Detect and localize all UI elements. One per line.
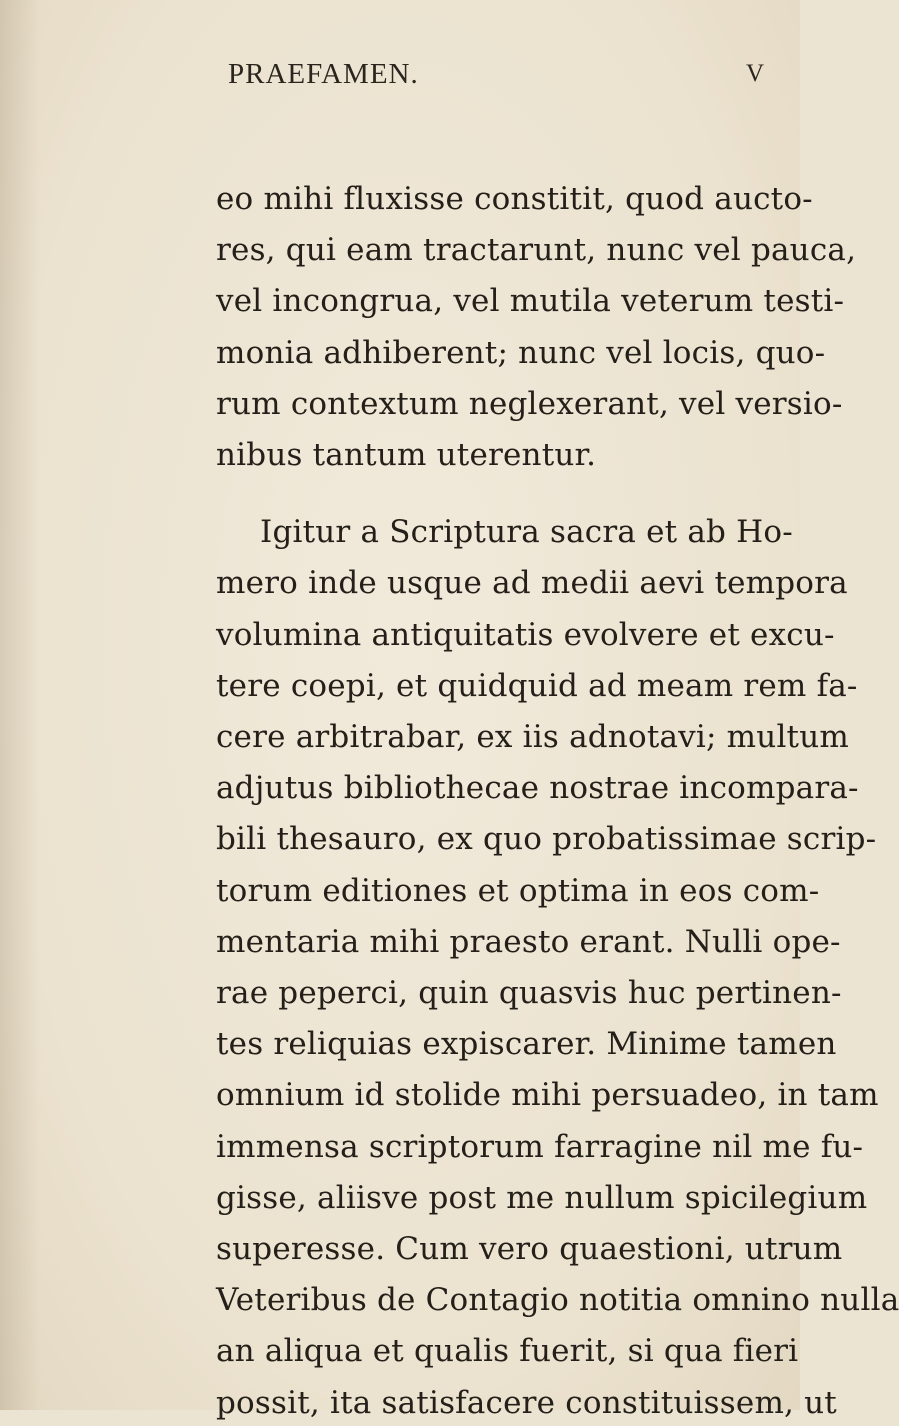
running-head: PRAEFAMEN. [228,58,419,90]
text-line: rum contextum neglexerant, vel versio- [216,386,843,422]
text-line: omnium id stolide mihi persuadeo, in tam [216,1077,879,1113]
text-line: volumina antiquitatis evolvere et excu- [216,617,835,653]
text-line: eo mihi fluxisse constitit, quod aucto- [216,181,813,217]
text-line: monia adhiberent; nunc vel locis, quo- [216,335,826,371]
text-line: superesse. Cum vero quaestioni, utrum [216,1231,843,1267]
text-line: mero inde usque ad medii aevi tempora [216,565,848,601]
text-line: vel incongrua, vel mutila veterum testi- [216,283,845,319]
page-number: V [746,60,765,87]
page-header [0,58,800,98]
text-line: nibus tantum uterentur. [216,437,597,473]
text-line: tere coepi, et quidquid ad meam rem fa- [216,668,858,704]
text-line: mentaria mihi praesto erant. Nulli ope- [216,924,841,960]
text-line: rae peperci, quin quasvis huc pertinen- [216,975,842,1011]
text-line: adjutus bibliothecae nostrae incompara- [216,770,859,806]
gutter-shadow [0,0,40,1410]
text-line: Veteribus de Contagio notitia omnino nulla [216,1282,899,1318]
text-line: res, qui eam tractarunt, nunc vel pauca, [216,232,857,268]
text-line: possit, ita satisfacere constituissem, ut [216,1385,837,1421]
text-line: cere arbitrabar, ex iis adnotavi; multum [216,719,849,755]
text-line: gisse, aliisve post me nullum spicilegium [216,1180,868,1216]
text-line: bili thesauro, ex quo probatissimae scrip- [216,821,877,857]
text-line: an aliqua et qualis fuerit, si qua fieri [216,1333,799,1369]
text-line: immensa scriptorum farragine nil me fu- [216,1129,864,1165]
text-line: Igitur a Scriptura sacra et ab Ho- [260,514,793,550]
text-line: tes reliquias expiscarer. Minime tamen [216,1026,837,1062]
text-line: torum editiones et optima in eos com- [216,873,820,909]
